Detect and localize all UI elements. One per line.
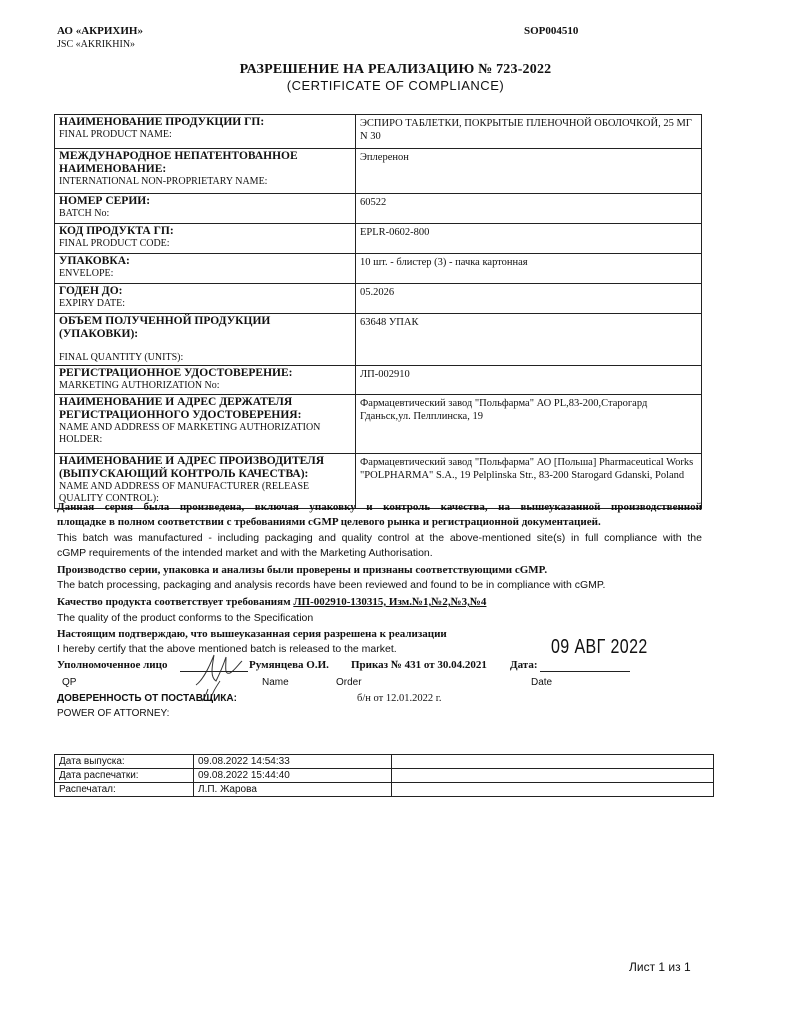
page-number: Лист 1 из 1	[629, 960, 691, 974]
title-en: (CERTIFICATE OF COMPLIANCE)	[286, 78, 505, 93]
field-label-en: BATCH No:	[59, 208, 110, 219]
name-label-en: Name	[262, 677, 289, 688]
meta-value: 09.08.2022 15:44:40	[194, 769, 392, 783]
meta-key: Распечатал:	[55, 783, 194, 797]
field-label-ru: УПАКОВКА:	[59, 255, 130, 267]
field-value: ЛП-002910	[356, 366, 702, 395]
field-row-quantity	[55, 314, 702, 366]
field-row-inn	[55, 149, 702, 194]
field-label-ru: НАИМЕНОВАНИЕ И АДРЕС ДЕРЖАТЕЛЯ РЕГИСТРАЦИОННОГО УДОСТОВЕРЕНИЯ:	[59, 396, 302, 421]
field-row-expiry	[55, 284, 702, 314]
statement-1-ru-line-2: площадке в полном соответствии с требованиями cGMP целевого рынка и регистрационной документацией.	[57, 516, 601, 528]
field-label-en: FINAL PRODUCT CODE:	[59, 238, 170, 249]
field-value: 10 шт. - блистер (3) - пачка картонная	[356, 254, 702, 284]
poa-value: б/н от 12.01.2022 г.	[357, 693, 442, 704]
statement-3-en: The quality of the product conforms to the Specification	[57, 612, 314, 624]
meta-value: Л.П. Жарова	[194, 783, 392, 797]
poa-label-ru: ДОВЕРЕННОСТЬ ОТ ПОСТАВЩИКА:	[57, 693, 237, 704]
date-label-en: Date	[531, 677, 553, 688]
field-label-ru: МЕЖДУНАРОДНОЕ НЕПАТЕНТОВАННОЕ НАИМЕНОВАНИЕ:	[59, 150, 298, 175]
statement-3-ru-prefix: Качество продукта соответствует требованиям	[57, 596, 294, 608]
print-metadata-table	[54, 754, 714, 797]
order-label-en: Order	[336, 677, 362, 688]
field-label-en: MARKETING AUTHORIZATION No:	[59, 380, 220, 391]
field-label-en: NAME AND ADDRESS OF MANUFACTURER (RELEASE QUALITY CONTROL):	[59, 481, 310, 504]
field-row-product-name	[55, 115, 702, 149]
field-label-en: FINAL PRODUCT NAME:	[59, 129, 172, 140]
meta-key: Дата распечатки:	[55, 769, 194, 783]
specification-reference: ЛП-002910-130315, Изм.№1,№2,№3,№4	[293, 596, 487, 608]
field-label-en: FINAL QUANTITY (UNITS):	[59, 352, 184, 363]
meta-row-release-date	[55, 755, 714, 769]
qp-signature-line	[180, 671, 248, 672]
statement-1-en-line-2: cGMP requirements of the intended market and with the Marketing Authorisation.	[57, 547, 433, 559]
field-value: 63648 УПАК	[356, 314, 702, 366]
product-fields-table	[54, 114, 702, 509]
statement-4-en: I hereby certify that the above mentioned batch is released to the market.	[57, 643, 397, 655]
qp-order: Приказ № 431 от 30.04.2021	[351, 659, 487, 671]
field-row-ma-holder	[55, 395, 702, 454]
field-label-ru: КОД ПРОДУКТА ГП:	[59, 225, 174, 237]
field-label-ru: РЕГИСТРАЦИОННОЕ УДОСТОВЕРЕНИЕ:	[59, 367, 293, 379]
field-label-en: INTERNATIONAL NON-PROPRIETARY NAME:	[59, 176, 268, 187]
field-row-envelope	[55, 254, 702, 284]
poa-label-en: POWER OF ATTORNEY:	[57, 708, 170, 719]
meta-row-print-date	[55, 769, 714, 783]
statement-3-ru	[57, 595, 702, 610]
field-value: Эплеренон	[356, 149, 702, 194]
field-label-en: EXPIRY DATE:	[59, 298, 126, 309]
field-label-ru: ОБЪЕМ ПОЛУЧЕННОЙ ПРОДУКЦИИ (УПАКОВКИ):	[59, 315, 271, 340]
field-value: ЭСПИРО ТАБЛЕТКИ, ПОКРЫТЫЕ ПЛЕНОЧНОЙ ОБОЛОЧКОЙ, 25 МГ N 30	[356, 115, 702, 149]
field-value: EPLR-0602-800	[356, 224, 702, 254]
title-ru: РАЗРЕШЕНИЕ НА РЕАЛИЗАЦИЮ № 723-2022	[239, 62, 552, 77]
statement-2-en: The batch processing, packaging and analysis records have been reviewed and found to be in compliance with cGMP.	[57, 579, 606, 591]
field-value: 60522	[356, 194, 702, 224]
company-name-ru: АО «АКРИХИН»	[57, 25, 143, 37]
field-label-ru: НОМЕР СЕРИИ:	[59, 195, 151, 207]
field-value: 05.2026	[356, 284, 702, 314]
field-row-marketing-authorization	[55, 366, 702, 395]
document-code: SOP004510	[524, 25, 579, 37]
field-label-ru: ГОДЕН ДО:	[59, 285, 123, 297]
meta-value: 09.08.2022 14:54:33	[194, 755, 392, 769]
company-block	[57, 25, 143, 51]
field-value: Фармацевтический завод "Польфарма" АО [Польша] Pharmaceutical Works "POLPHARMA" S.A., 19 Pelplinska Str., 83-200 Starogard Gdanski, Poland	[356, 454, 702, 509]
date-label-ru: Дата:	[510, 659, 538, 671]
statement-1-ru-line-1: Данная серия была произведена, включая упаковку и контроль качества, на вышеуказанной производственной	[57, 501, 702, 513]
field-label-en: ENVELOPE:	[59, 268, 114, 279]
field-row-batch	[55, 194, 702, 224]
company-name-en: JSC «AKRIKHIN»	[57, 39, 136, 50]
field-label-ru: НАИМЕНОВАНИЕ И АДРЕС ПРОИЗВОДИТЕЛЯ (ВЫПУСКАЮЩИЙ КОНТРОЛЬ КАЧЕСТВА):	[59, 455, 325, 480]
field-value: Фармацевтический завод "Польфарма" АО PL,83-200,Старогард Гданьск,ул. Пелплинска, 19	[356, 395, 702, 454]
meta-key: Дата выпуска:	[55, 755, 194, 769]
qp-label-en: QP	[62, 677, 77, 688]
statement-4-ru: Настоящим подтверждаю, что вышеуказанная серия разрешена к реализации	[57, 628, 447, 640]
document-title	[0, 62, 791, 94]
qp-label-ru: Уполномоченное лицо	[57, 659, 168, 671]
statement-1-en-line-1: This batch was manufactured - including packaging and quality control at the above-mentioned site(s) in full compliance with the	[57, 532, 702, 544]
qp-name: Румянцева О.И.	[249, 659, 329, 671]
field-label-en: NAME AND ADDRESS OF MARKETING AUTHORIZATION HOLDER:	[59, 422, 321, 445]
field-label-ru: НАИМЕНОВАНИЕ ПРОДУКЦИИ ГП:	[59, 116, 265, 128]
date-signature-line	[540, 671, 630, 672]
field-row-product-code	[55, 224, 702, 254]
release-date-stamp: 09 АВГ 2022	[551, 636, 648, 658]
meta-row-printed-by	[55, 783, 714, 797]
statement-2-ru: Производство серии, упаковка и анализы были проверены и признаны соответствующими cGMP.	[57, 564, 548, 576]
